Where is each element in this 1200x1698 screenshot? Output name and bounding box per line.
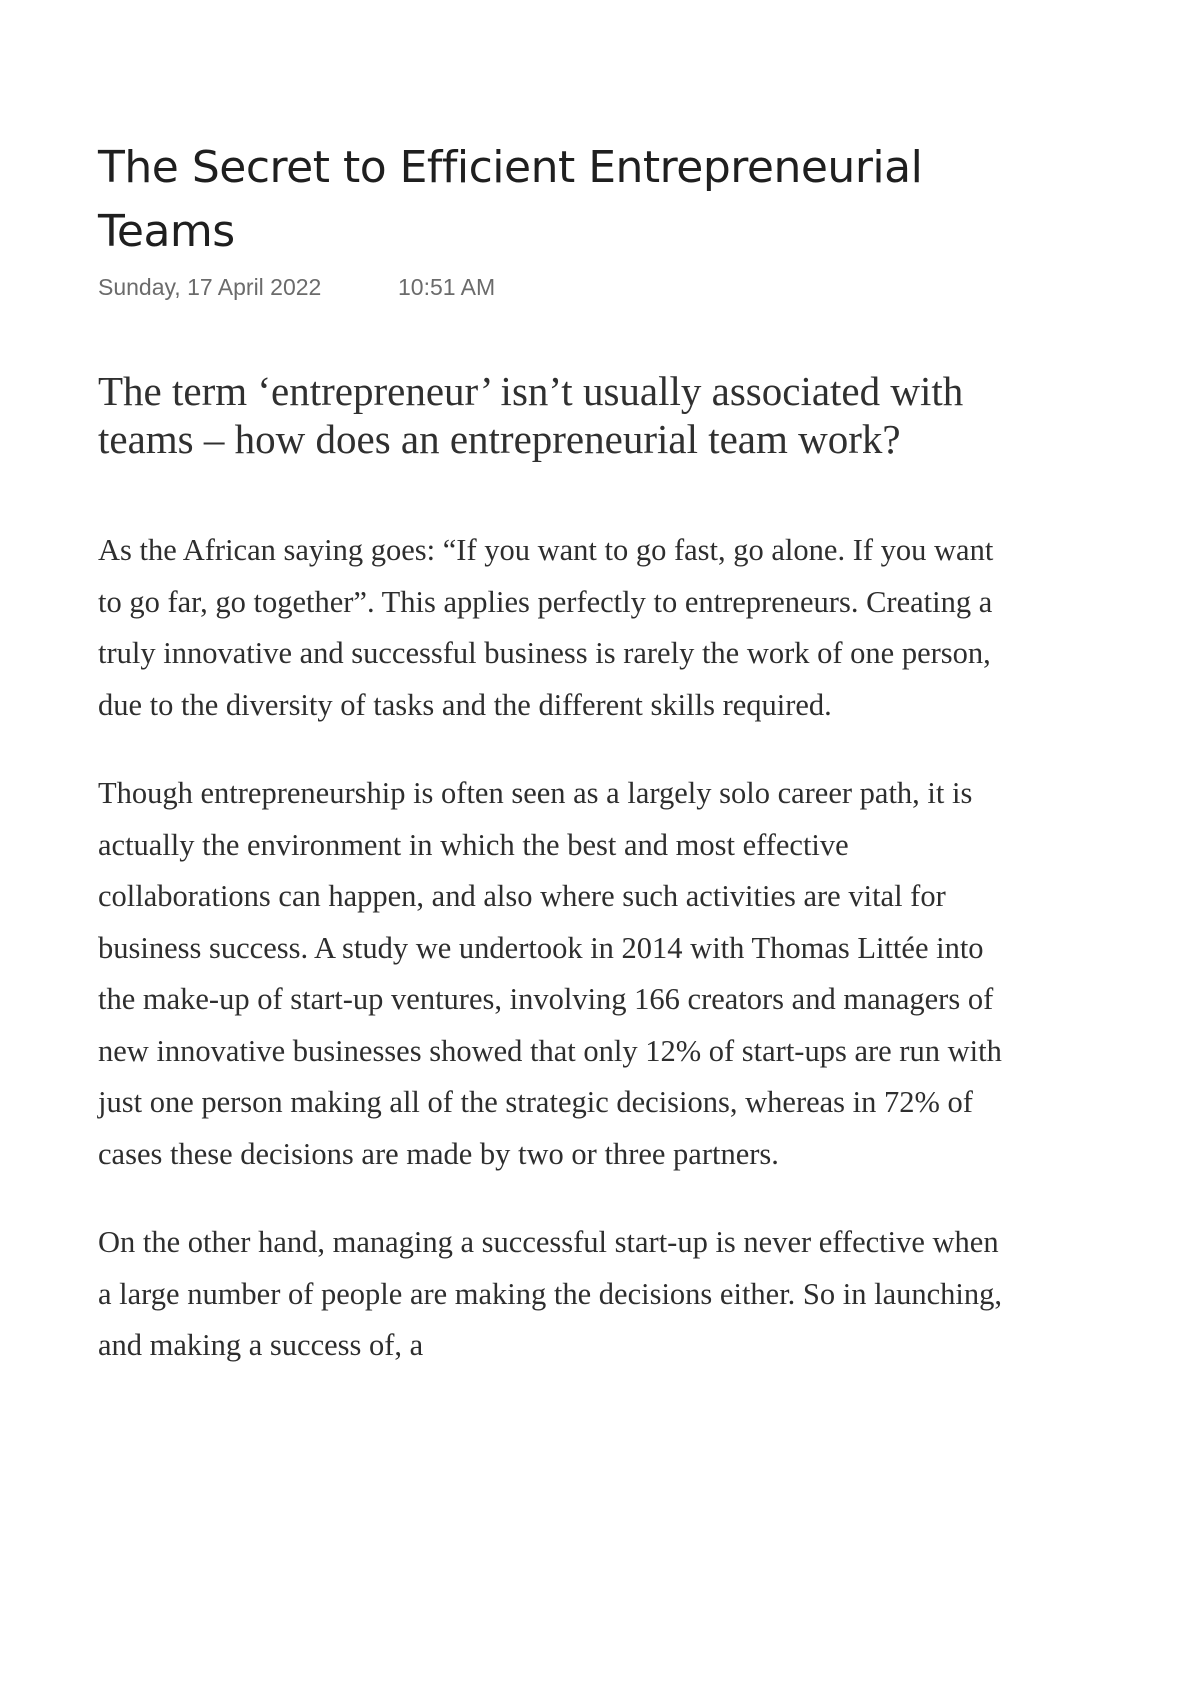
page-title: The Secret to Efficient Entrepreneurial Teams: [98, 142, 923, 257]
page-time: 10:51 AM: [398, 274, 496, 300]
paragraph-1: As the African saying goes: “If you want to go fast, go alone. If you want to go far, go together”. This applies perfectly to entrepreneurs. Creating a truly innovative and successful business is rarely the work of one person, due to the diversity of tasks and the different skills required.: [98, 533, 994, 722]
paragraph-2: Though entrepreneurship is often seen as a largely solo career path, it is actually the environment in which the best and most effective collaborations can happen, and also where such activities are vital for business success. A study we undertook in 2014 with Thomas Littée into the make-up of start-up ventures, involving 166 creators and managers of new innovative businesses showed that only 12% of start-ups are run with just one person making all of the strategic decisions, whereas in 72% of cases these decisions are made by two or three partners.: [98, 776, 1002, 1171]
page-date: Sunday, 17 April 2022: [98, 274, 322, 300]
article-subtitle: The term ‘entrepreneur’ isn’t usually associated with teams – how does an entrepreneurial team work?: [98, 368, 964, 462]
document-content: [98, 136, 1003, 1372]
paragraph-3: On the other hand, managing a successful start-up is never effective when a large number of people are making the decisions either. So in launching, and making a success of, a: [98, 1225, 1003, 1362]
page-metadata: [98, 274, 1003, 301]
